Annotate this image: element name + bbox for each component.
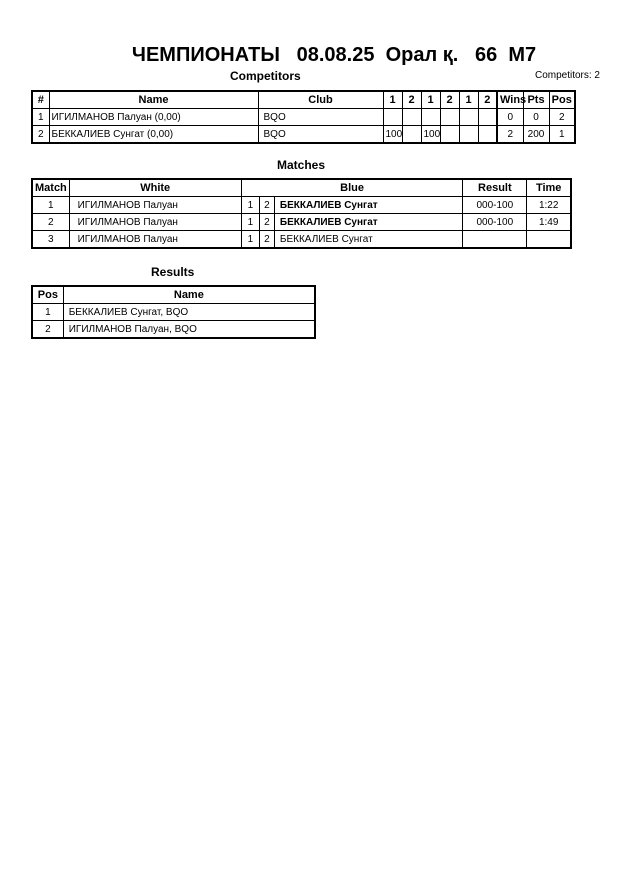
col-pos: Pos	[549, 91, 575, 109]
match-number: 1	[32, 197, 69, 214]
table-row	[32, 197, 571, 214]
competitor-name: ИГИЛМАНОВ Палуан (0,00)	[49, 109, 258, 126]
matches-table	[31, 178, 572, 249]
results-table	[31, 285, 316, 339]
match-number: 2	[32, 214, 69, 231]
result-pos: 1	[32, 304, 63, 321]
match-white: ИГИЛМАНОВ Палуан	[69, 231, 241, 249]
col-num: #	[32, 91, 49, 109]
match-time: 1:49	[527, 214, 571, 231]
match-white-score: 1	[241, 231, 259, 249]
competitor-club: BQO	[258, 126, 383, 144]
competitor-pos: 1	[549, 126, 575, 144]
col-white: White	[69, 179, 241, 197]
col-club: Club	[258, 91, 383, 109]
match-white: ИГИЛМАНОВ Палуан	[69, 197, 241, 214]
col-round-3: 1	[421, 91, 440, 109]
table-row	[32, 126, 575, 144]
competitor-score	[459, 126, 478, 144]
table-row	[32, 109, 575, 126]
competitor-score	[421, 109, 440, 126]
competitor-score	[478, 126, 497, 144]
competitor-name: БЕККАЛИЕВ Сунгат (0,00)	[49, 126, 258, 144]
competitor-score	[478, 109, 497, 126]
match-blue: БЕККАЛИЕВ Сунгат	[274, 197, 462, 214]
match-result: 000-100	[463, 197, 527, 214]
competitor-pts: 200	[523, 126, 549, 144]
competitor-score	[402, 126, 421, 144]
col-result: Result	[463, 179, 527, 197]
col-time: Time	[527, 179, 571, 197]
col-round-4: 2	[440, 91, 459, 109]
competitor-score: 100	[383, 126, 402, 144]
competitor-club: BQO	[258, 109, 383, 126]
matches-header-row	[32, 179, 571, 197]
competitor-num: 2	[32, 126, 49, 144]
competitors-header-row	[32, 91, 575, 109]
competitor-score	[440, 126, 459, 144]
competitors-count: Competitors: 2	[534, 70, 600, 81]
col-name: Name	[63, 286, 315, 304]
col-pos: Pos	[32, 286, 63, 304]
match-white: ИГИЛМАНОВ Палуан	[69, 214, 241, 231]
page-title: ЧЕМПИОНАТЫ 08.08.25 Орал қ. 66 М7	[131, 44, 537, 66]
match-time	[527, 231, 571, 249]
match-white-score: 1	[241, 197, 259, 214]
competitor-wins: 0	[497, 109, 523, 126]
match-blue-score: 2	[259, 231, 274, 249]
col-round-1: 1	[383, 91, 402, 109]
table-row	[32, 321, 315, 339]
matches-heading: Matches	[277, 158, 326, 172]
result-name: ИГИЛМАНОВ Палуан, BQO	[63, 321, 315, 339]
col-round-2: 2	[402, 91, 421, 109]
col-round-6: 2	[478, 91, 497, 109]
competitor-score	[440, 109, 459, 126]
competitor-pts: 0	[523, 109, 549, 126]
col-pts: Pts	[523, 91, 549, 109]
match-blue-score: 2	[259, 214, 274, 231]
table-row	[32, 214, 571, 231]
match-blue: БЕККАЛИЕВ Сунгат	[274, 231, 462, 249]
match-white-score: 1	[241, 214, 259, 231]
results-header-row	[32, 286, 315, 304]
competitor-score	[402, 109, 421, 126]
col-name: Name	[49, 91, 258, 109]
col-round-5: 1	[459, 91, 478, 109]
competitor-wins: 2	[497, 126, 523, 144]
match-result	[463, 231, 527, 249]
match-number: 3	[32, 231, 69, 249]
competitors-table	[31, 90, 576, 144]
result-name: БЕККАЛИЕВ Сунгат, BQO	[63, 304, 315, 321]
match-blue-score: 2	[259, 197, 274, 214]
col-blue: Blue	[241, 179, 462, 197]
competitor-score: 100	[421, 126, 440, 144]
table-row	[32, 231, 571, 249]
col-wins: Wins	[497, 91, 523, 109]
col-match: Match	[32, 179, 69, 197]
results-heading: Results	[151, 265, 195, 279]
competitor-pos: 2	[549, 109, 575, 126]
competitor-score	[383, 109, 402, 126]
competitors-heading: Competitors	[230, 69, 301, 83]
table-row	[32, 304, 315, 321]
match-blue: БЕККАЛИЕВ Сунгат	[274, 214, 462, 231]
result-pos: 2	[32, 321, 63, 339]
match-time: 1:22	[527, 197, 571, 214]
competitor-num: 1	[32, 109, 49, 126]
competitor-score	[459, 109, 478, 126]
match-result: 000-100	[463, 214, 527, 231]
